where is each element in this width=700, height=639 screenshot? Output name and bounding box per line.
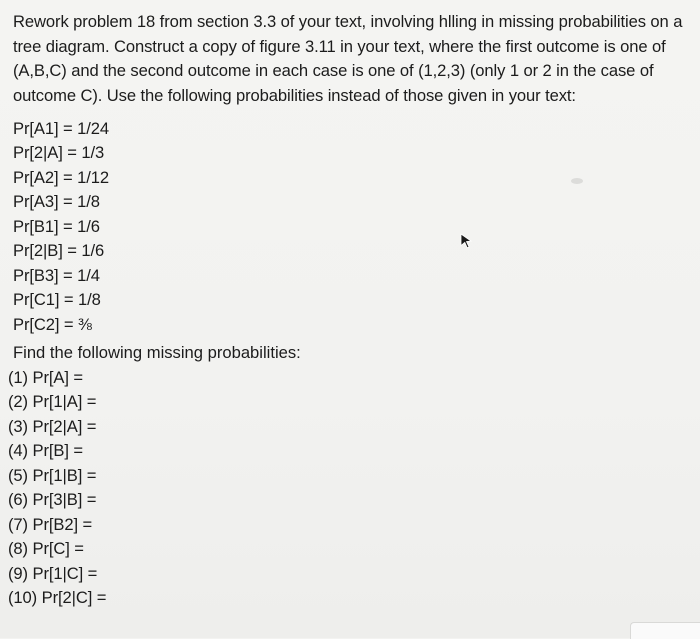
question-item: (8) Pr[C] = bbox=[8, 539, 84, 559]
question-item: (2) Pr[1|A] = bbox=[8, 392, 97, 412]
given-probability: Pr[C1] = 1/8 bbox=[13, 290, 101, 310]
problem-instructions bbox=[13, 10, 697, 108]
smudge-mark bbox=[568, 176, 586, 186]
find-heading: Find the following missing probabilities: bbox=[13, 343, 301, 362]
instruction-line: (A,B,C) and the second outcome in each case is one of (1,2,3) (only 1 or 2 in the case of bbox=[13, 61, 654, 80]
question-item: (5) Pr[1|B] = bbox=[8, 465, 97, 485]
instruction-line: tree diagram. Construct a copy of figure 3.11 in your text, where the first outcome is one of bbox=[13, 36, 666, 56]
given-probability: Pr[2|A] = 1/3 bbox=[13, 143, 105, 163]
instruction-line: Rework problem 18 from section 3.3 of your text, involving hlling in missing probabilities on a bbox=[13, 12, 683, 31]
given-probability: Pr[A1] = 1/24 bbox=[13, 119, 110, 138]
given-probability: Pr[2|B] = 1/6 bbox=[13, 241, 105, 261]
given-probability: Pr[A3] = 1/8 bbox=[13, 192, 100, 212]
given-probability: Pr[B3] = 1/4 bbox=[13, 265, 100, 285]
instruction-line: outcome C). Use the following probabilities instead of those given in your text: bbox=[13, 85, 576, 105]
given-probabilities-list bbox=[13, 117, 413, 337]
page-corner bbox=[630, 622, 700, 639]
mouse-pointer-icon bbox=[459, 233, 473, 249]
question-item: (6) Pr[3|B] = bbox=[8, 490, 97, 510]
question-item: (1) Pr[A] = bbox=[8, 368, 83, 387]
question-item: (9) Pr[1|C] = bbox=[8, 563, 98, 583]
question-item: (7) Pr[B2] = bbox=[8, 514, 93, 534]
question-item: (3) Pr[2|A] = bbox=[8, 416, 97, 436]
question-item: (10) Pr[2|C] = bbox=[8, 588, 107, 608]
given-probability: Pr[B1] = 1/6 bbox=[13, 216, 100, 236]
question-item: (4) Pr[B] = bbox=[8, 441, 83, 461]
missing-probabilities-list bbox=[8, 366, 408, 611]
given-probability: Pr[C2] = ⅜ bbox=[13, 314, 92, 334]
given-probability: Pr[A2] = 1/12 bbox=[13, 167, 110, 187]
